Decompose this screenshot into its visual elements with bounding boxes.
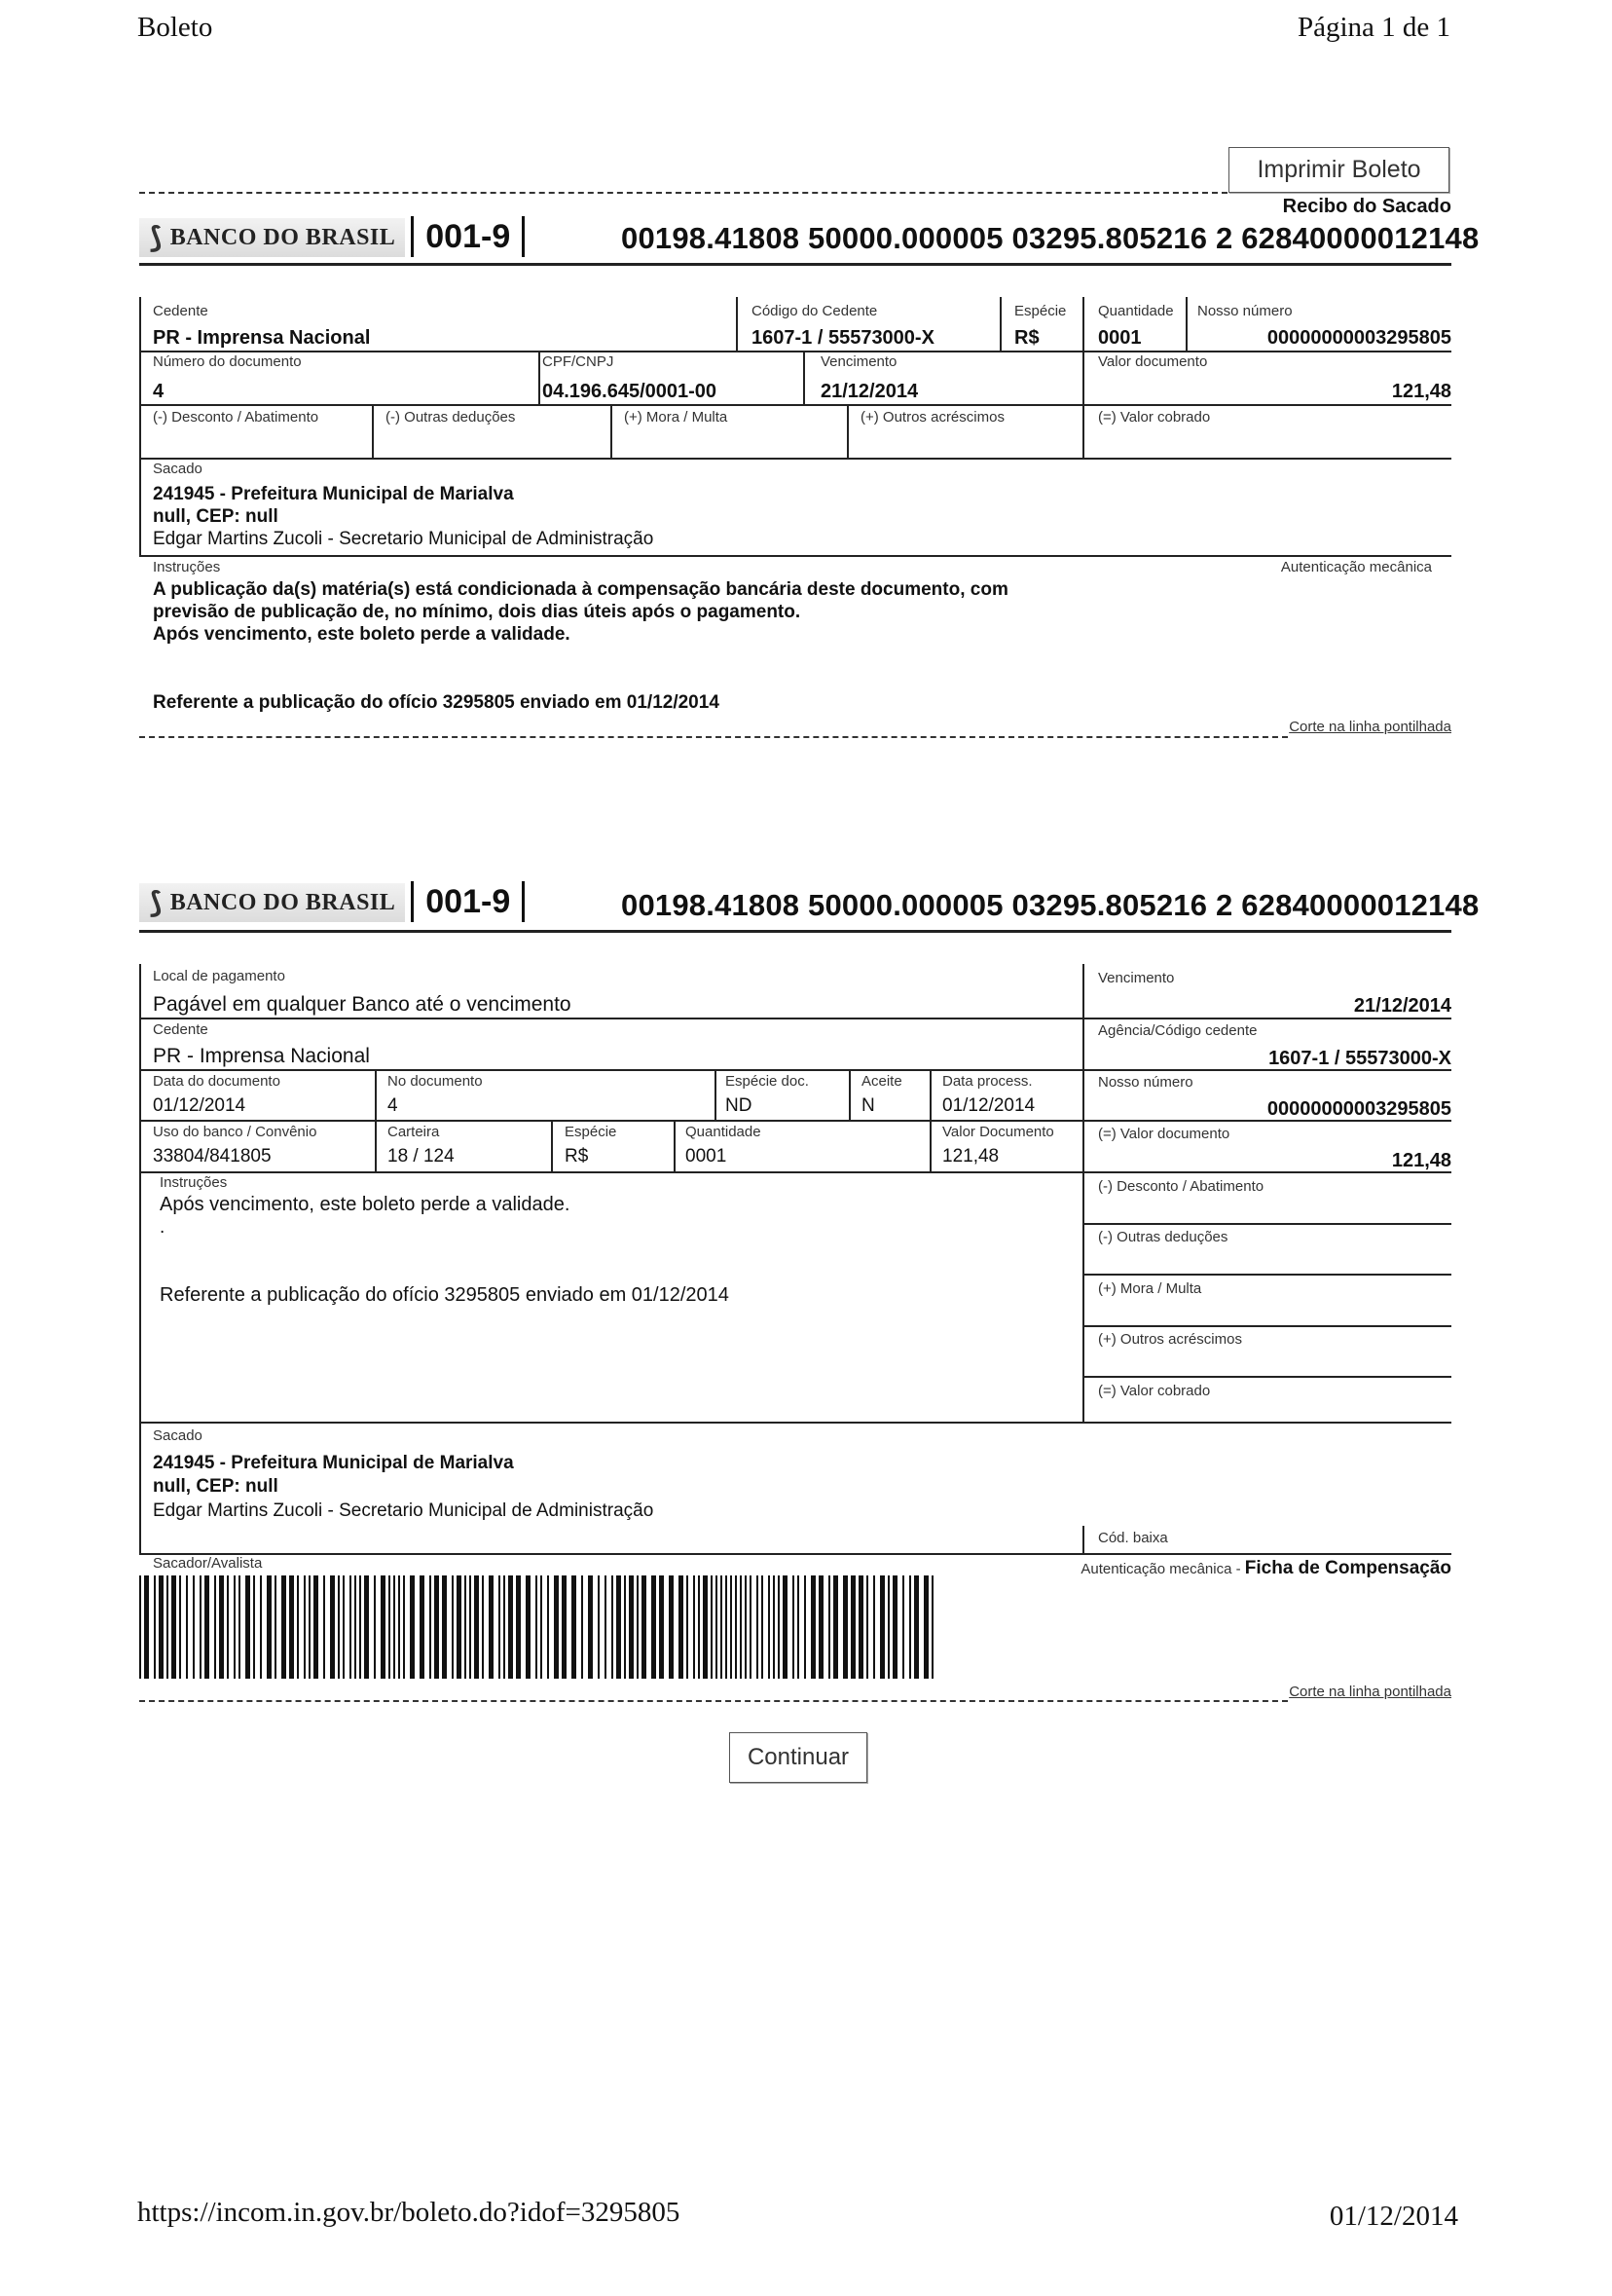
divider xyxy=(1082,1223,1451,1225)
divider xyxy=(139,1422,1451,1424)
barcode-bar xyxy=(469,1575,471,1679)
data-process-label: Data process. xyxy=(942,1073,1033,1090)
bank-code: 001-9 xyxy=(411,216,525,257)
outras-deducoes-label: (-) Outras deduções xyxy=(385,409,516,426)
barcode-bar xyxy=(909,1575,911,1679)
print-boleto-button[interactable]: Imprimir Boleto xyxy=(1228,147,1449,193)
divider xyxy=(849,1069,851,1120)
barcode-bar xyxy=(349,1575,351,1679)
uso-banco-label: Uso do banco / Convênio xyxy=(153,1124,317,1140)
nosso-numero-label: Nosso número xyxy=(1197,303,1293,319)
bank-code: 001-9 xyxy=(411,881,525,922)
divider xyxy=(139,458,1451,460)
cut-line-top xyxy=(139,192,1227,194)
barcode-bar xyxy=(773,1575,775,1679)
barcode-bar xyxy=(540,1575,542,1679)
divider xyxy=(139,930,1451,933)
barcode-bar xyxy=(388,1575,390,1679)
barcode xyxy=(139,1575,937,1679)
sacado-line: 241945 - Prefeitura Municipal de Marialva xyxy=(153,484,514,504)
barcode-bar xyxy=(686,1575,688,1679)
barcode-bar xyxy=(624,1575,626,1679)
divider xyxy=(139,404,1451,406)
divider xyxy=(139,1553,1451,1555)
barcode-bar xyxy=(474,1575,479,1679)
barcode-bar xyxy=(797,1575,799,1679)
divider xyxy=(1000,297,1002,351)
divider xyxy=(1082,964,1084,1422)
barcode-bar xyxy=(508,1575,513,1679)
barcode-bar xyxy=(678,1575,683,1679)
barcode-bar xyxy=(498,1575,500,1679)
footer-date: 01/12/2014 xyxy=(1329,2201,1458,2232)
divider xyxy=(736,297,738,351)
barcode-bar xyxy=(330,1575,335,1679)
barcode-bar xyxy=(698,1575,700,1679)
barcode-bar xyxy=(139,1575,141,1679)
barcode-bar xyxy=(253,1575,255,1679)
cut-instruction: Corte na linha pontilhada xyxy=(1289,1684,1451,1700)
barcode-bar xyxy=(323,1575,325,1679)
barcode-bar xyxy=(364,1575,369,1679)
sacado-label: Sacado xyxy=(153,1427,202,1444)
barcode-bar xyxy=(693,1575,695,1679)
barcode-bar xyxy=(144,1575,149,1679)
barcode-bar xyxy=(186,1575,188,1679)
quantidade-value: 0001 xyxy=(685,1146,727,1167)
mora-label: (+) Mora / Multa xyxy=(624,409,728,426)
vencimento-label: Vencimento xyxy=(1098,970,1175,986)
barcode-bar xyxy=(703,1575,708,1679)
barcode-bar xyxy=(778,1575,780,1679)
divider xyxy=(1082,1274,1451,1276)
page-title: Boleto xyxy=(137,12,213,43)
barcode-bar xyxy=(200,1575,202,1679)
divider xyxy=(551,1120,553,1171)
divider xyxy=(847,404,849,458)
divider xyxy=(139,351,1451,352)
especie-doc-value: ND xyxy=(725,1095,752,1116)
barcode-bar xyxy=(914,1575,919,1679)
divider xyxy=(538,351,540,404)
cedente-value: PR - Imprensa Nacional xyxy=(153,327,371,349)
barcode-bar xyxy=(554,1575,559,1679)
valor-documento-value: 121,48 xyxy=(1391,381,1451,402)
barcode-bar xyxy=(756,1575,758,1679)
valor-documento-value: 121,48 xyxy=(1391,1150,1451,1171)
barcode-bar xyxy=(711,1575,713,1679)
barcode-bar xyxy=(924,1575,929,1679)
nosso-numero-label: Nosso número xyxy=(1098,1074,1193,1091)
valor-cobrado-label: (=) Valor cobrado xyxy=(1098,1383,1211,1399)
barcode-bar xyxy=(893,1575,898,1679)
outros-acrescimos-label: (+) Outros acréscimos xyxy=(1098,1331,1242,1348)
divider xyxy=(139,555,1451,557)
divider xyxy=(1082,297,1084,458)
barcode-bar xyxy=(234,1575,236,1679)
sacado-label: Sacado xyxy=(153,461,202,477)
barcode-bar xyxy=(289,1575,294,1679)
barcode-bar xyxy=(616,1575,621,1679)
digitable-line: 00198.41808 50000.000005 03295.805216 2 62840000012148 xyxy=(621,221,1480,255)
instrucoes-label: Instruções xyxy=(153,559,221,575)
quantidade-label: Quantidade xyxy=(1098,303,1174,319)
barcode-bar xyxy=(571,1575,576,1679)
divider xyxy=(139,458,141,555)
barcode-bar xyxy=(238,1575,240,1679)
barcode-bar xyxy=(154,1575,156,1679)
barcode-bar xyxy=(792,1575,794,1679)
barcode-bar xyxy=(819,1575,824,1679)
barcode-bar xyxy=(725,1575,727,1679)
barcode-bar xyxy=(452,1575,454,1679)
divider xyxy=(1082,1376,1451,1378)
barcode-bar xyxy=(434,1575,439,1679)
barcode-bar xyxy=(604,1575,606,1679)
quantidade-value: 0001 xyxy=(1098,327,1142,349)
divider xyxy=(372,404,374,458)
barcode-bar xyxy=(735,1575,737,1679)
barcode-bar xyxy=(547,1575,549,1679)
barcode-bar xyxy=(581,1575,583,1679)
especie-label: Espécie xyxy=(565,1124,617,1140)
instrucoes-line: Após vencimento, este boleto perde a validade. xyxy=(153,624,570,645)
barcode-bar xyxy=(179,1575,181,1679)
agencia-value: 1607-1 / 55573000-X xyxy=(1268,1048,1451,1069)
barcode-bar xyxy=(260,1575,262,1679)
divider xyxy=(1186,297,1188,351)
cedente-label: Cedente xyxy=(153,303,208,319)
barcode-bar xyxy=(804,1575,806,1679)
nosso-numero-value: 00000000003295805 xyxy=(1266,1098,1451,1120)
instrucoes-line: . xyxy=(160,1217,165,1238)
carteira-label: Carteira xyxy=(387,1124,440,1140)
no-documento-label: No documento xyxy=(387,1073,483,1090)
divider xyxy=(714,1069,716,1120)
especie-doc-label: Espécie doc. xyxy=(725,1073,809,1090)
barcode-bar xyxy=(745,1575,747,1679)
divider xyxy=(139,964,141,1553)
sacado-line: Edgar Martins Zucoli - Secretario Municipal de Administração xyxy=(153,1500,654,1521)
aceite-value: N xyxy=(861,1095,875,1116)
sacado-line: Edgar Martins Zucoli - Secretario Municipal de Administração xyxy=(153,529,654,549)
local-pagamento-label: Local de pagamento xyxy=(153,968,285,984)
barcode-bar xyxy=(526,1575,531,1679)
sacado-line: null, CEP: null xyxy=(153,506,278,527)
divider xyxy=(139,1018,1451,1019)
cut-line xyxy=(139,736,1288,738)
barcode-bar xyxy=(193,1575,195,1679)
barcode-bar xyxy=(338,1575,340,1679)
barcode-bar xyxy=(398,1575,400,1679)
cut-line xyxy=(139,1700,1288,1702)
sacado-line: 241945 - Prefeitura Municipal de Marialva xyxy=(153,1453,514,1473)
uso-banco-value: 33804/841805 xyxy=(153,1146,272,1167)
autenticacao-label: Autenticação mecânica - xyxy=(1081,1561,1245,1577)
divider xyxy=(803,351,805,404)
agencia-label: Agência/Código cedente xyxy=(1098,1022,1258,1039)
barcode-bar xyxy=(166,1575,168,1679)
barcode-bar xyxy=(828,1575,830,1679)
barcode-bar xyxy=(843,1575,848,1679)
barcode-bar xyxy=(204,1575,209,1679)
barcode-bar xyxy=(275,1575,276,1679)
data-process-value: 01/12/2014 xyxy=(942,1095,1036,1116)
barcode-bar xyxy=(267,1575,272,1679)
barcode-bar xyxy=(381,1575,385,1679)
cpf-cnpj-value: 04.196.645/0001-00 xyxy=(542,381,717,402)
outros-acrescimos-label: (+) Outros acréscimos xyxy=(861,409,1005,426)
mora-label: (+) Mora / Multa xyxy=(1098,1280,1202,1297)
no-documento-value: 4 xyxy=(387,1095,398,1116)
outras-deducoes-label: (-) Outras deduções xyxy=(1098,1229,1228,1245)
barcode-bar xyxy=(245,1575,250,1679)
data-documento-label: Data do documento xyxy=(153,1073,280,1090)
carteira-value: 18 / 124 xyxy=(387,1146,455,1167)
bank-name: BANCO DO BRASIL xyxy=(169,889,396,915)
bank-header-ficha xyxy=(139,881,525,922)
barcode-bar xyxy=(171,1575,176,1679)
valor-documento-label: Valor documento xyxy=(1098,353,1208,370)
barcode-bar xyxy=(740,1575,742,1679)
barcode-bar xyxy=(880,1575,885,1679)
barcode-bar xyxy=(464,1575,466,1679)
cedente-label: Cedente xyxy=(153,1021,208,1038)
vencimento-label: Vencimento xyxy=(821,353,898,370)
barcode-bar xyxy=(651,1575,656,1679)
desconto-label: (-) Desconto / Abatimento xyxy=(153,409,319,426)
referente-line: Referente a publicação do ofício 3295805 enviado em 01/12/2014 xyxy=(153,692,719,713)
barcode-bar xyxy=(281,1575,286,1679)
divider xyxy=(610,404,612,458)
especie-label: Espécie xyxy=(1014,303,1067,319)
barcode-bar xyxy=(442,1575,447,1679)
barcode-bar xyxy=(503,1575,505,1679)
bank-logo-icon: ⟆ xyxy=(149,886,163,919)
barcode-bar xyxy=(720,1575,722,1679)
bank-header-receipt xyxy=(139,216,525,257)
bank-logo xyxy=(139,883,405,922)
barcode-bar xyxy=(811,1575,816,1679)
cedente-value: PR - Imprensa Nacional xyxy=(153,1045,370,1067)
bank-name: BANCO DO BRASIL xyxy=(169,224,396,250)
barcode-bar xyxy=(482,1575,484,1679)
barcode-bar xyxy=(611,1575,613,1679)
divider xyxy=(139,263,1451,266)
valor-cobrado-label: (=) Valor cobrado xyxy=(1098,409,1211,426)
barcode-bar xyxy=(489,1575,494,1679)
barcode-bar xyxy=(214,1575,216,1679)
barcode-bar xyxy=(783,1575,788,1679)
barcode-bar xyxy=(641,1575,646,1679)
barcode-bar xyxy=(750,1575,751,1679)
barcode-bar xyxy=(403,1575,405,1679)
instrucoes-line: previsão de publicação de, no mínimo, dois dias úteis após o pagamento. xyxy=(153,602,801,622)
ficha-compensacao-label: Ficha de Compensação xyxy=(1244,1558,1451,1578)
divider xyxy=(1082,1325,1451,1327)
aceite-label: Aceite xyxy=(861,1073,902,1090)
barcode-bar xyxy=(309,1575,311,1679)
nosso-numero-value: 00000000003295805 xyxy=(1266,327,1451,349)
sacador-label: Sacador/Avalista xyxy=(153,1555,263,1572)
quantidade-label: Quantidade xyxy=(685,1124,761,1140)
barcode-bar xyxy=(859,1575,863,1679)
barcode-bar xyxy=(833,1575,838,1679)
referente-line: Referente a publicação do ofício 3295805 enviado em 01/12/2014 xyxy=(160,1284,729,1306)
autenticacao-label: Autenticação mecânica xyxy=(1280,559,1432,575)
barcode-bar xyxy=(535,1575,537,1679)
vencimento-value: 21/12/2014 xyxy=(1353,995,1451,1017)
barcode-bar xyxy=(227,1575,229,1679)
barcode-bar xyxy=(410,1575,415,1679)
instrucoes-line: Após vencimento, este boleto perde a validade. xyxy=(160,1194,570,1215)
valor-documento-col-value: 121,48 xyxy=(942,1146,1000,1167)
barcode-bar xyxy=(730,1575,732,1679)
cut-instruction: Corte na linha pontilhada xyxy=(1289,719,1451,735)
continue-button[interactable]: Continuar xyxy=(729,1732,867,1783)
especie-value: R$ xyxy=(565,1146,589,1167)
barcode-bar xyxy=(374,1575,376,1679)
barcode-bar xyxy=(297,1575,299,1679)
numero-documento-value: 4 xyxy=(153,381,165,402)
barcode-bar xyxy=(429,1575,431,1679)
barcode-bar xyxy=(932,1575,934,1679)
instrucoes-label: Instruções xyxy=(160,1174,228,1191)
bank-logo-icon: ⟆ xyxy=(149,221,163,254)
divider xyxy=(139,1069,1451,1071)
barcode-bar xyxy=(659,1575,664,1679)
barcode-bar xyxy=(359,1575,361,1679)
barcode-bar xyxy=(669,1575,674,1679)
footer-url: https://incom.in.gov.br/boleto.do?idof=3295805 xyxy=(137,2197,680,2228)
divider xyxy=(674,1120,676,1171)
barcode-bar xyxy=(393,1575,395,1679)
barcode-bar xyxy=(598,1575,600,1679)
codigo-cedente-value: 1607-1 / 55573000-X xyxy=(751,327,934,349)
barcode-bar xyxy=(354,1575,356,1679)
valor-documento-col-label: Valor Documento xyxy=(942,1124,1054,1140)
barcode-bar xyxy=(420,1575,424,1679)
instrucoes-line: A publicação da(s) matéria(s) está condicionada à compensação bancária deste documento, com xyxy=(153,579,1008,600)
barcode-bar xyxy=(457,1575,461,1679)
divider xyxy=(1082,1526,1084,1553)
barcode-bar xyxy=(313,1575,318,1679)
desconto-label: (-) Desconto / Abatimento xyxy=(1098,1178,1264,1195)
cod-baixa-label: Cód. baixa xyxy=(1098,1530,1168,1546)
barcode-bar xyxy=(629,1575,634,1679)
data-documento-value: 01/12/2014 xyxy=(153,1095,246,1116)
barcode-bar xyxy=(159,1575,164,1679)
barcode-bar xyxy=(588,1575,593,1679)
barcode-bar xyxy=(637,1575,639,1679)
local-pagamento-value: Pagável em qualquer Banco até o vencimento xyxy=(153,993,571,1016)
digitable-line: 00198.41808 50000.000005 03295.805216 2 62840000012148 xyxy=(621,888,1480,922)
codigo-cedente-label: Código do Cedente xyxy=(751,303,878,319)
barcode-bar xyxy=(768,1575,770,1679)
barcode-bar xyxy=(715,1575,717,1679)
barcode-bar xyxy=(888,1575,890,1679)
barcode-bar xyxy=(343,1575,345,1679)
barcode-bar xyxy=(562,1575,567,1679)
page-indicator: Página 1 de 1 xyxy=(1297,12,1450,43)
valor-documento-label: (=) Valor documento xyxy=(1098,1126,1230,1142)
barcode-bar xyxy=(304,1575,306,1679)
cpf-cnpj-label: CPF/CNPJ xyxy=(542,353,614,370)
divider xyxy=(139,1120,1451,1122)
especie-value: R$ xyxy=(1014,327,1040,349)
receipt-heading: Recibo do Sacado xyxy=(1282,196,1451,217)
bank-logo xyxy=(139,218,405,257)
numero-documento-label: Número do documento xyxy=(153,353,302,370)
barcode-bar xyxy=(851,1575,856,1679)
barcode-bar xyxy=(902,1575,904,1679)
divider xyxy=(139,1171,1451,1173)
divider xyxy=(139,297,141,458)
sacado-line: null, CEP: null xyxy=(153,1476,278,1497)
barcode-bar xyxy=(873,1575,875,1679)
barcode-bar xyxy=(761,1575,763,1679)
ficha-footer-label xyxy=(1081,1558,1451,1579)
barcode-bar xyxy=(219,1575,224,1679)
barcode-bar xyxy=(866,1575,868,1679)
barcode-bar xyxy=(516,1575,521,1679)
vencimento-value: 21/12/2014 xyxy=(821,381,919,402)
